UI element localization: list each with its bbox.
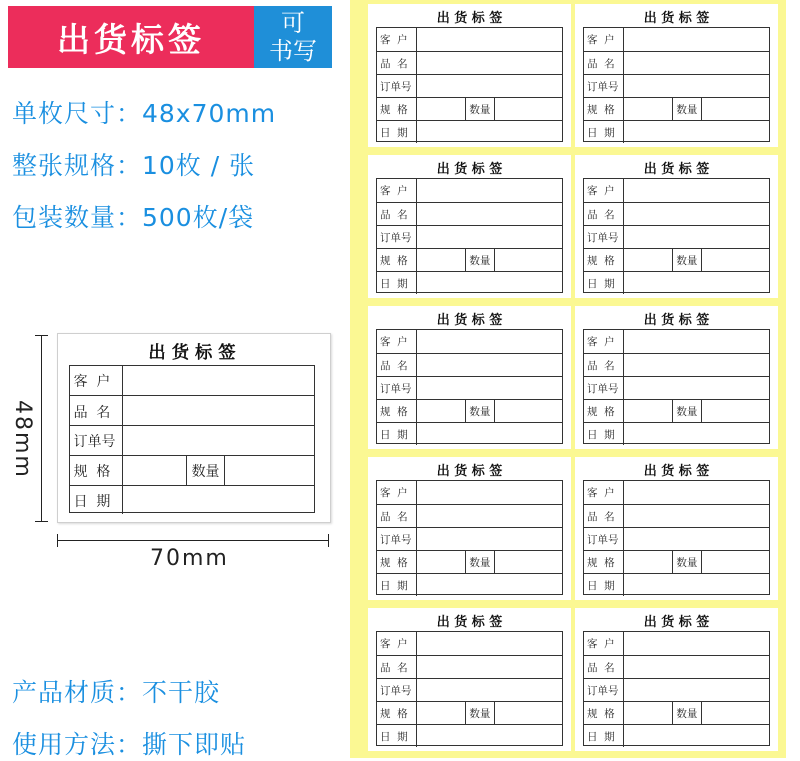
label-title: 出 货 标 签 xyxy=(436,313,503,328)
label-quantity-field: 数量 xyxy=(672,702,702,724)
label-row xyxy=(377,353,562,376)
label-field-name: 规 格 xyxy=(584,98,624,120)
label-field-name: 订单号 xyxy=(584,377,624,399)
height-dimension-label: 48mm xyxy=(10,400,35,479)
label-field-name: 品 名 xyxy=(377,203,417,225)
label-field-name: 日 期 xyxy=(377,574,417,596)
label-row xyxy=(584,399,769,422)
label-grid xyxy=(376,27,563,142)
label-row xyxy=(70,485,315,515)
label-field-name: 订单号 xyxy=(377,377,417,399)
label-row xyxy=(377,655,562,678)
label-field-name: 日 期 xyxy=(70,486,123,515)
label-field-name: 品 名 xyxy=(584,354,624,376)
label-row xyxy=(584,481,769,504)
label-row xyxy=(70,455,315,485)
label-row xyxy=(584,527,769,550)
label-row xyxy=(377,271,562,294)
sheet-label-6 xyxy=(575,306,778,449)
label-row xyxy=(584,120,769,143)
label-field-name: 客 户 xyxy=(584,330,624,353)
label-field-name: 订单号 xyxy=(70,426,123,455)
width-dimension-label: 70mm xyxy=(150,546,229,571)
label-field-name: 客 户 xyxy=(584,632,624,655)
label-title: 出 货 标 签 xyxy=(643,464,710,479)
label-row xyxy=(584,51,769,74)
label-row xyxy=(377,422,562,445)
label-row xyxy=(377,225,562,248)
label-field-name: 日 期 xyxy=(584,121,624,143)
sheet-label-2 xyxy=(575,4,778,147)
spec-usage: 使用方法：撕下即贴 xyxy=(12,730,247,759)
label-row xyxy=(584,504,769,527)
label-field-name: 品 名 xyxy=(584,505,624,527)
label-quantity-field: 数量 xyxy=(672,249,702,271)
label-row xyxy=(584,701,769,724)
label-row xyxy=(377,179,562,202)
label-field-name: 客 户 xyxy=(377,481,417,504)
label-grid xyxy=(583,27,770,142)
label-field-name: 规 格 xyxy=(377,551,417,573)
label-grid xyxy=(376,329,563,444)
spec-per-bag: 包装数量：500枚/袋 xyxy=(12,203,255,232)
label-field-name: 日 期 xyxy=(584,423,624,445)
label-title: 出 货 标 签 xyxy=(436,162,503,177)
label-field-name: 日 期 xyxy=(377,725,417,747)
banner-title: 出货标签 xyxy=(8,6,254,68)
label-grid xyxy=(376,178,563,293)
label-row xyxy=(584,330,769,353)
label-field-name: 客 户 xyxy=(377,330,417,353)
label-row xyxy=(584,353,769,376)
label-grid xyxy=(376,480,563,595)
label-row xyxy=(377,550,562,573)
label-field-name: 客 户 xyxy=(377,28,417,51)
label-title: 出 货 标 签 xyxy=(148,342,236,363)
sheet-label-7 xyxy=(368,457,571,600)
sheet-label-10 xyxy=(575,608,778,751)
label-row xyxy=(377,120,562,143)
width-dimension-line xyxy=(57,540,329,541)
label-field-name: 订单号 xyxy=(377,75,417,97)
label-row xyxy=(377,481,562,504)
label-row xyxy=(584,179,769,202)
label-field-name: 订单号 xyxy=(584,226,624,248)
label-row xyxy=(377,632,562,655)
label-row xyxy=(584,573,769,596)
spec-per-sheet: 整张规格：10枚 / 张 xyxy=(12,151,256,180)
label-field-name: 品 名 xyxy=(377,656,417,678)
label-field-name: 规 格 xyxy=(584,702,624,724)
label-field-name: 规 格 xyxy=(377,249,417,271)
spec-size: 单枚尺寸：48x70mm xyxy=(12,99,277,128)
label-field-name: 订单号 xyxy=(377,528,417,550)
sheet-label-3 xyxy=(368,155,571,298)
height-dimension-tick-bottom xyxy=(35,521,48,522)
label-field-name: 规 格 xyxy=(70,456,123,485)
label-row xyxy=(584,632,769,655)
label-row xyxy=(584,724,769,747)
label-field-name: 品 名 xyxy=(377,505,417,527)
label-quantity-field: 数量 xyxy=(672,551,702,573)
label-title: 出 货 标 签 xyxy=(643,313,710,328)
badge-line-1: 可 xyxy=(281,9,305,37)
label-row xyxy=(377,28,562,51)
label-title: 出 货 标 签 xyxy=(643,11,710,26)
label-field-name: 订单号 xyxy=(584,679,624,701)
label-row xyxy=(584,271,769,294)
label-row xyxy=(70,425,315,455)
label-title: 出 货 标 签 xyxy=(436,464,503,479)
spec-material: 产品材质：不干胶 xyxy=(12,678,221,707)
badge-line-2: 书写 xyxy=(269,37,317,65)
label-title: 出 货 标 签 xyxy=(436,11,503,26)
label-row xyxy=(377,678,562,701)
label-quantity-field: 数量 xyxy=(672,98,702,120)
label-field-name: 日 期 xyxy=(584,272,624,294)
label-grid xyxy=(583,631,770,746)
label-quantity-field: 数量 xyxy=(186,456,226,485)
label-field-name: 日 期 xyxy=(584,725,624,747)
label-row xyxy=(70,366,315,396)
label-field-name: 客 户 xyxy=(377,179,417,202)
label-sheet xyxy=(350,0,786,758)
label-field-name: 品 名 xyxy=(584,52,624,74)
label-row xyxy=(377,376,562,399)
sheet-label-5 xyxy=(368,306,571,449)
banner-writable-badge xyxy=(254,6,332,68)
label-row xyxy=(377,51,562,74)
label-field-name: 规 格 xyxy=(584,551,624,573)
label-field-name: 规 格 xyxy=(584,249,624,271)
label-field-name: 品 名 xyxy=(70,396,123,425)
label-quantity-field: 数量 xyxy=(465,249,495,271)
label-field-name: 订单号 xyxy=(377,226,417,248)
label-field-name: 订单号 xyxy=(377,679,417,701)
label-row xyxy=(584,97,769,120)
label-grid xyxy=(583,178,770,293)
label-field-name: 订单号 xyxy=(584,75,624,97)
label-field-name: 客 户 xyxy=(584,28,624,51)
label-row xyxy=(377,399,562,422)
width-dimension-tick-right xyxy=(328,534,329,547)
height-dimension-tick-top xyxy=(35,335,48,336)
label-row xyxy=(584,28,769,51)
label-title: 出 货 标 签 xyxy=(436,615,503,630)
label-row xyxy=(584,74,769,97)
label-field-name: 客 户 xyxy=(70,366,123,396)
sample-label xyxy=(58,334,326,520)
sheet-label-4 xyxy=(575,155,778,298)
label-field-name: 客 户 xyxy=(377,632,417,655)
label-row xyxy=(584,248,769,271)
label-row xyxy=(584,678,769,701)
label-row xyxy=(584,225,769,248)
label-field-name: 规 格 xyxy=(377,400,417,422)
label-row xyxy=(377,504,562,527)
label-row xyxy=(377,202,562,225)
label-field-name: 日 期 xyxy=(377,423,417,445)
label-field-name: 客 户 xyxy=(584,179,624,202)
label-row xyxy=(377,74,562,97)
label-field-name: 日 期 xyxy=(377,121,417,143)
label-row xyxy=(70,395,315,425)
label-grid xyxy=(583,329,770,444)
sheet-label-1 xyxy=(368,4,571,147)
label-field-name: 品 名 xyxy=(377,354,417,376)
label-field-name: 订单号 xyxy=(584,528,624,550)
label-title: 出 货 标 签 xyxy=(643,162,710,177)
sheet-label-8 xyxy=(575,457,778,600)
label-row xyxy=(584,202,769,225)
label-row xyxy=(377,248,562,271)
label-row xyxy=(584,376,769,399)
label-field-name: 品 名 xyxy=(377,52,417,74)
label-quantity-field: 数量 xyxy=(465,98,495,120)
label-grid xyxy=(583,480,770,595)
label-field-name: 规 格 xyxy=(377,702,417,724)
label-field-name: 日 期 xyxy=(377,272,417,294)
label-field-name: 品 名 xyxy=(584,656,624,678)
label-field-name: 规 格 xyxy=(377,98,417,120)
height-dimension-line xyxy=(41,335,42,521)
label-row xyxy=(377,330,562,353)
label-grid xyxy=(376,631,563,746)
header-banner xyxy=(8,6,332,68)
label-row xyxy=(584,422,769,445)
label-row xyxy=(377,724,562,747)
label-row xyxy=(377,701,562,724)
label-title: 出 货 标 签 xyxy=(643,615,710,630)
width-dimension-tick-left xyxy=(57,534,58,547)
label-field-name: 日 期 xyxy=(584,574,624,596)
label-quantity-field: 数量 xyxy=(465,400,495,422)
label-quantity-field: 数量 xyxy=(672,400,702,422)
label-row xyxy=(377,527,562,550)
label-quantity-field: 数量 xyxy=(465,551,495,573)
sheet-label-9 xyxy=(368,608,571,751)
label-row xyxy=(584,550,769,573)
label-row xyxy=(377,97,562,120)
label-row xyxy=(377,573,562,596)
label-quantity-field: 数量 xyxy=(465,702,495,724)
label-field-name: 客 户 xyxy=(584,481,624,504)
label-grid xyxy=(69,365,316,514)
label-field-name: 规 格 xyxy=(584,400,624,422)
label-row xyxy=(584,655,769,678)
label-field-name: 品 名 xyxy=(584,203,624,225)
